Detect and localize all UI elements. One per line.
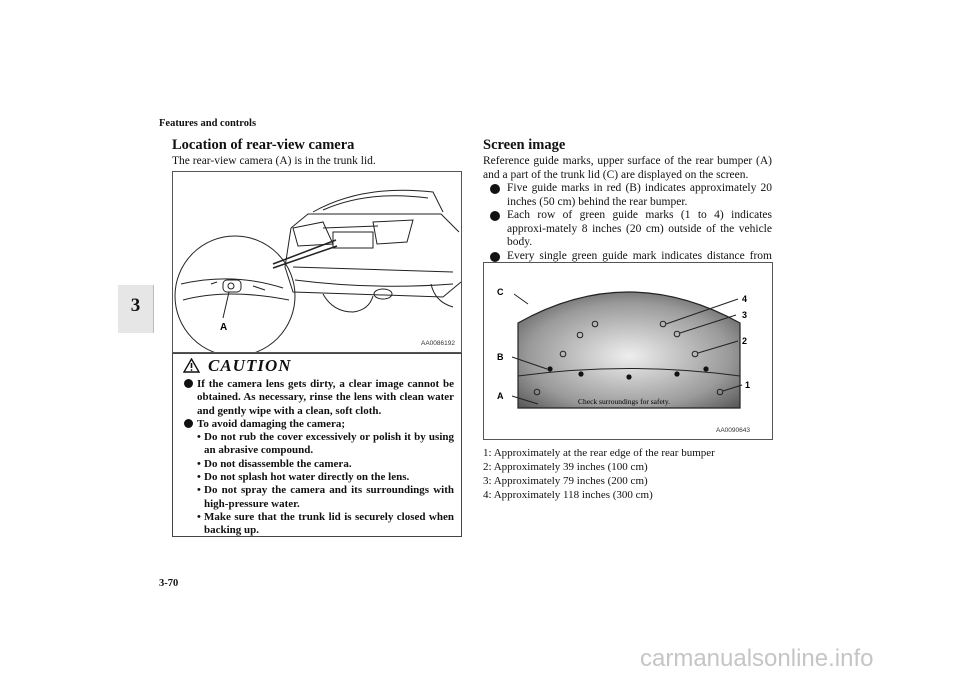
caution-subitem-text: Do not spray the camera and its surroundings with high-pressure water. — [204, 484, 454, 510]
guide-label-3: 3 — [742, 310, 748, 320]
guide-label-2: 2 — [742, 336, 748, 346]
bullet-text: Every single green guide mark indicates distance from — [507, 249, 772, 262]
bullet-dot — [184, 379, 193, 388]
caution-list — [184, 378, 454, 538]
bullet-dot — [490, 252, 500, 262]
page-number: 3-70 — [159, 578, 179, 589]
red-marks-label: B — [497, 352, 504, 362]
caution-subitem-text: Make sure that the trunk lid is securely closed when backing up. — [204, 510, 454, 537]
camera-location-figure — [172, 171, 462, 353]
caution-subitem-text: Do not rub the cover excessively or polish it by using an abrasive compound. — [204, 431, 454, 457]
caution-subitem: • Do not spray the camera and its surroundings with high-pressure water. — [197, 484, 454, 510]
camera-callout-label: A — [220, 322, 228, 333]
caution-item — [184, 418, 454, 431]
distance-notes — [483, 447, 783, 503]
caution-subitem-text: Do not disassemble the camera. — [204, 457, 352, 470]
caution-item-text: To avoid damaging the camera; — [197, 417, 346, 430]
trunk-lid-label: C — [497, 287, 504, 297]
camera-location-heading: Location of rear-view camera — [172, 137, 355, 153]
watermark: carmanualsonline.info — [640, 645, 874, 672]
caution-box — [172, 353, 462, 537]
figure-code: AA0086192 — [421, 340, 455, 347]
note-item: 1: Approximately at the rear edge of the rear bumper — [483, 447, 715, 459]
guide-label-1: 1 — [745, 380, 751, 390]
caution-item-text: If the camera lens gets dirty, a clear image cannot be obtained. As necessary, rinse the lens with clean water and gently wipe with a clean, soft cloth. — [197, 378, 454, 417]
screen-image-heading: Screen image — [483, 137, 566, 153]
caution-subitem: • Do not rub the cover excessively or polish it by using an abrasive compound. — [197, 431, 454, 457]
caution-subitem: • Do not splash hot water directly on the lens. — [197, 471, 410, 484]
warning-triangle-icon — [183, 358, 200, 373]
caution-subitem: • Do not disassemble the camera. — [197, 457, 352, 470]
note-item: 3: Approximately 79 inches (200 cm) — [483, 474, 648, 487]
bullet-text: Each row of green guide marks (1 to 4) indicates approxi-mately 8 inches (20 cm) outside of the vehicle body. — [507, 209, 772, 248]
screen-image-intro: Reference guide marks, upper surface of the rear bumper (A) and a part of the trunk lid (C) are displayed on the screen. — [483, 155, 772, 181]
chapter-tab — [118, 285, 154, 333]
bullet-dot — [490, 211, 500, 221]
monitor-screen-diagram — [484, 263, 772, 439]
caution-title — [183, 356, 292, 375]
caution-item — [184, 378, 454, 418]
caution-subitem: • Make sure that the trunk lid is securely closed when backing up. — [197, 510, 454, 537]
bumper-label: A — [497, 391, 504, 401]
chapter-number: 3 — [130, 295, 141, 316]
screen-image-figure — [483, 262, 773, 440]
car-rear-illustration — [173, 172, 461, 352]
bullet-dot — [184, 419, 193, 428]
caution-subitem-text: Do not splash hot water directly on the lens. — [204, 471, 410, 484]
note-item: 4: Approximately 118 inches (300 cm) — [483, 488, 653, 501]
caution-title-text: CAUTION — [208, 356, 292, 375]
guide-label-4: 4 — [742, 294, 748, 304]
section-header: Features and controls — [159, 118, 257, 129]
bullet-item — [483, 182, 772, 209]
bullet-dot — [490, 184, 500, 194]
note-item: 2: Approximately 39 inches (100 cm) — [483, 460, 648, 473]
bullet-item — [483, 209, 772, 250]
figure-code: AA0090643 — [716, 427, 750, 434]
bullet-text: Five guide marks in red (B) indicates approximately 20 inches (50 cm) behind the rear bumper. — [507, 182, 772, 208]
screen-safety-text: Check surroundings for safety. — [578, 397, 670, 406]
camera-location-intro: The rear-view camera (A) is in the trunk lid. — [172, 155, 376, 167]
